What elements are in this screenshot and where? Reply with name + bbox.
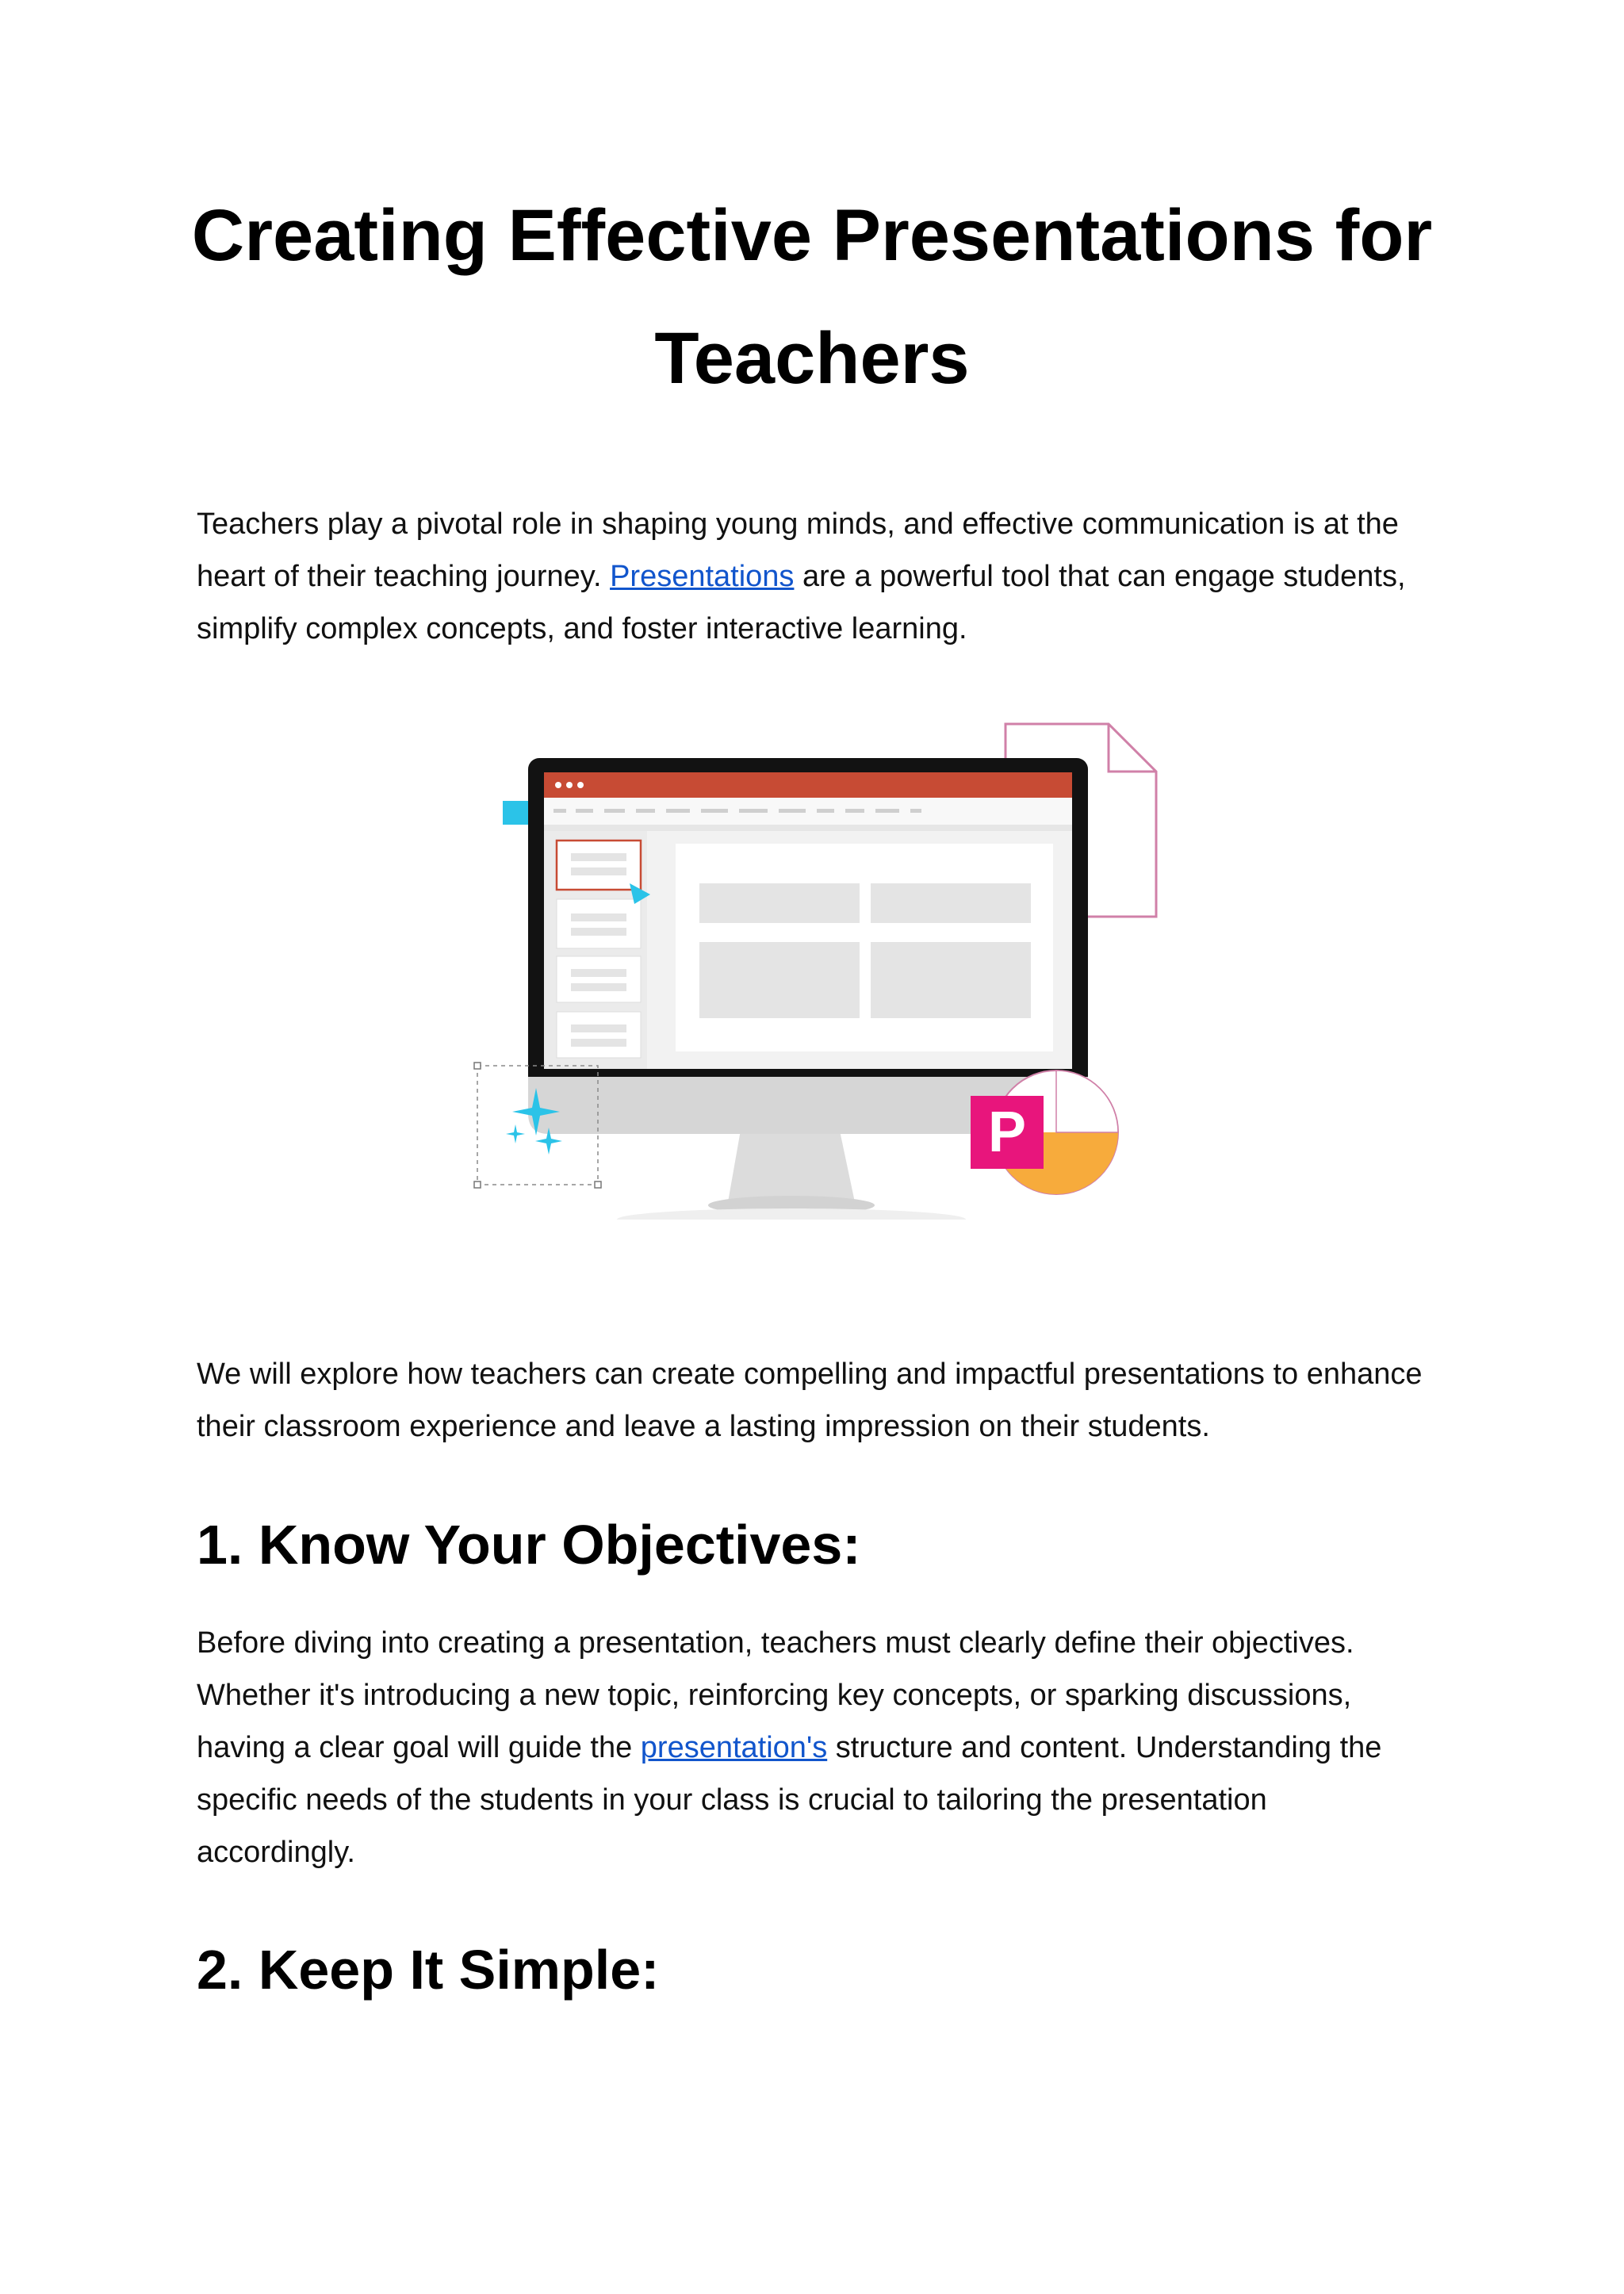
section-2-heading: 2. Keep It Simple: [197,1939,660,2001]
section-1-heading: 1. Know Your Objectives: [197,1514,861,1576]
intro-paragraph [197,498,1434,655]
intro-text-end: are a powerful tool that can engage students, simplify complex concepts, and foster interactive learning. [197,560,1406,645]
section-1-text-start: Before diving into creating a presentation, teachers must clearly define their objectives. Whether it's introducing a new topic, reinforcing key concepts, or sparking discussions, having a clear goal will guide the [197,1626,1354,1764]
presentations-link[interactable]: Presentations [610,560,795,593]
intro-text-start: Teachers play a pivotal role in shaping young minds, and effective communication is at the heart of their teaching journey. [197,507,1399,593]
paragraph-explore: We will explore how teachers can create compelling and impactful presentations to enhance their classroom experience and leave a lasting impression on their students. [197,1358,1423,1443]
document-title: Creating Effective Presentations for Teachers [191,195,1433,399]
section-1-paragraph [197,1617,1434,1878]
section-1-text-end: structure and content. Understanding the specific needs of the students in your class is crucial to tailoring the presentation accordingly. [197,1731,1382,1869]
logo-letter: P [987,1101,1027,1164]
presentations-possessive-link[interactable]: presentation's [640,1731,828,1764]
presentation-illustration [411,664,1220,1220]
